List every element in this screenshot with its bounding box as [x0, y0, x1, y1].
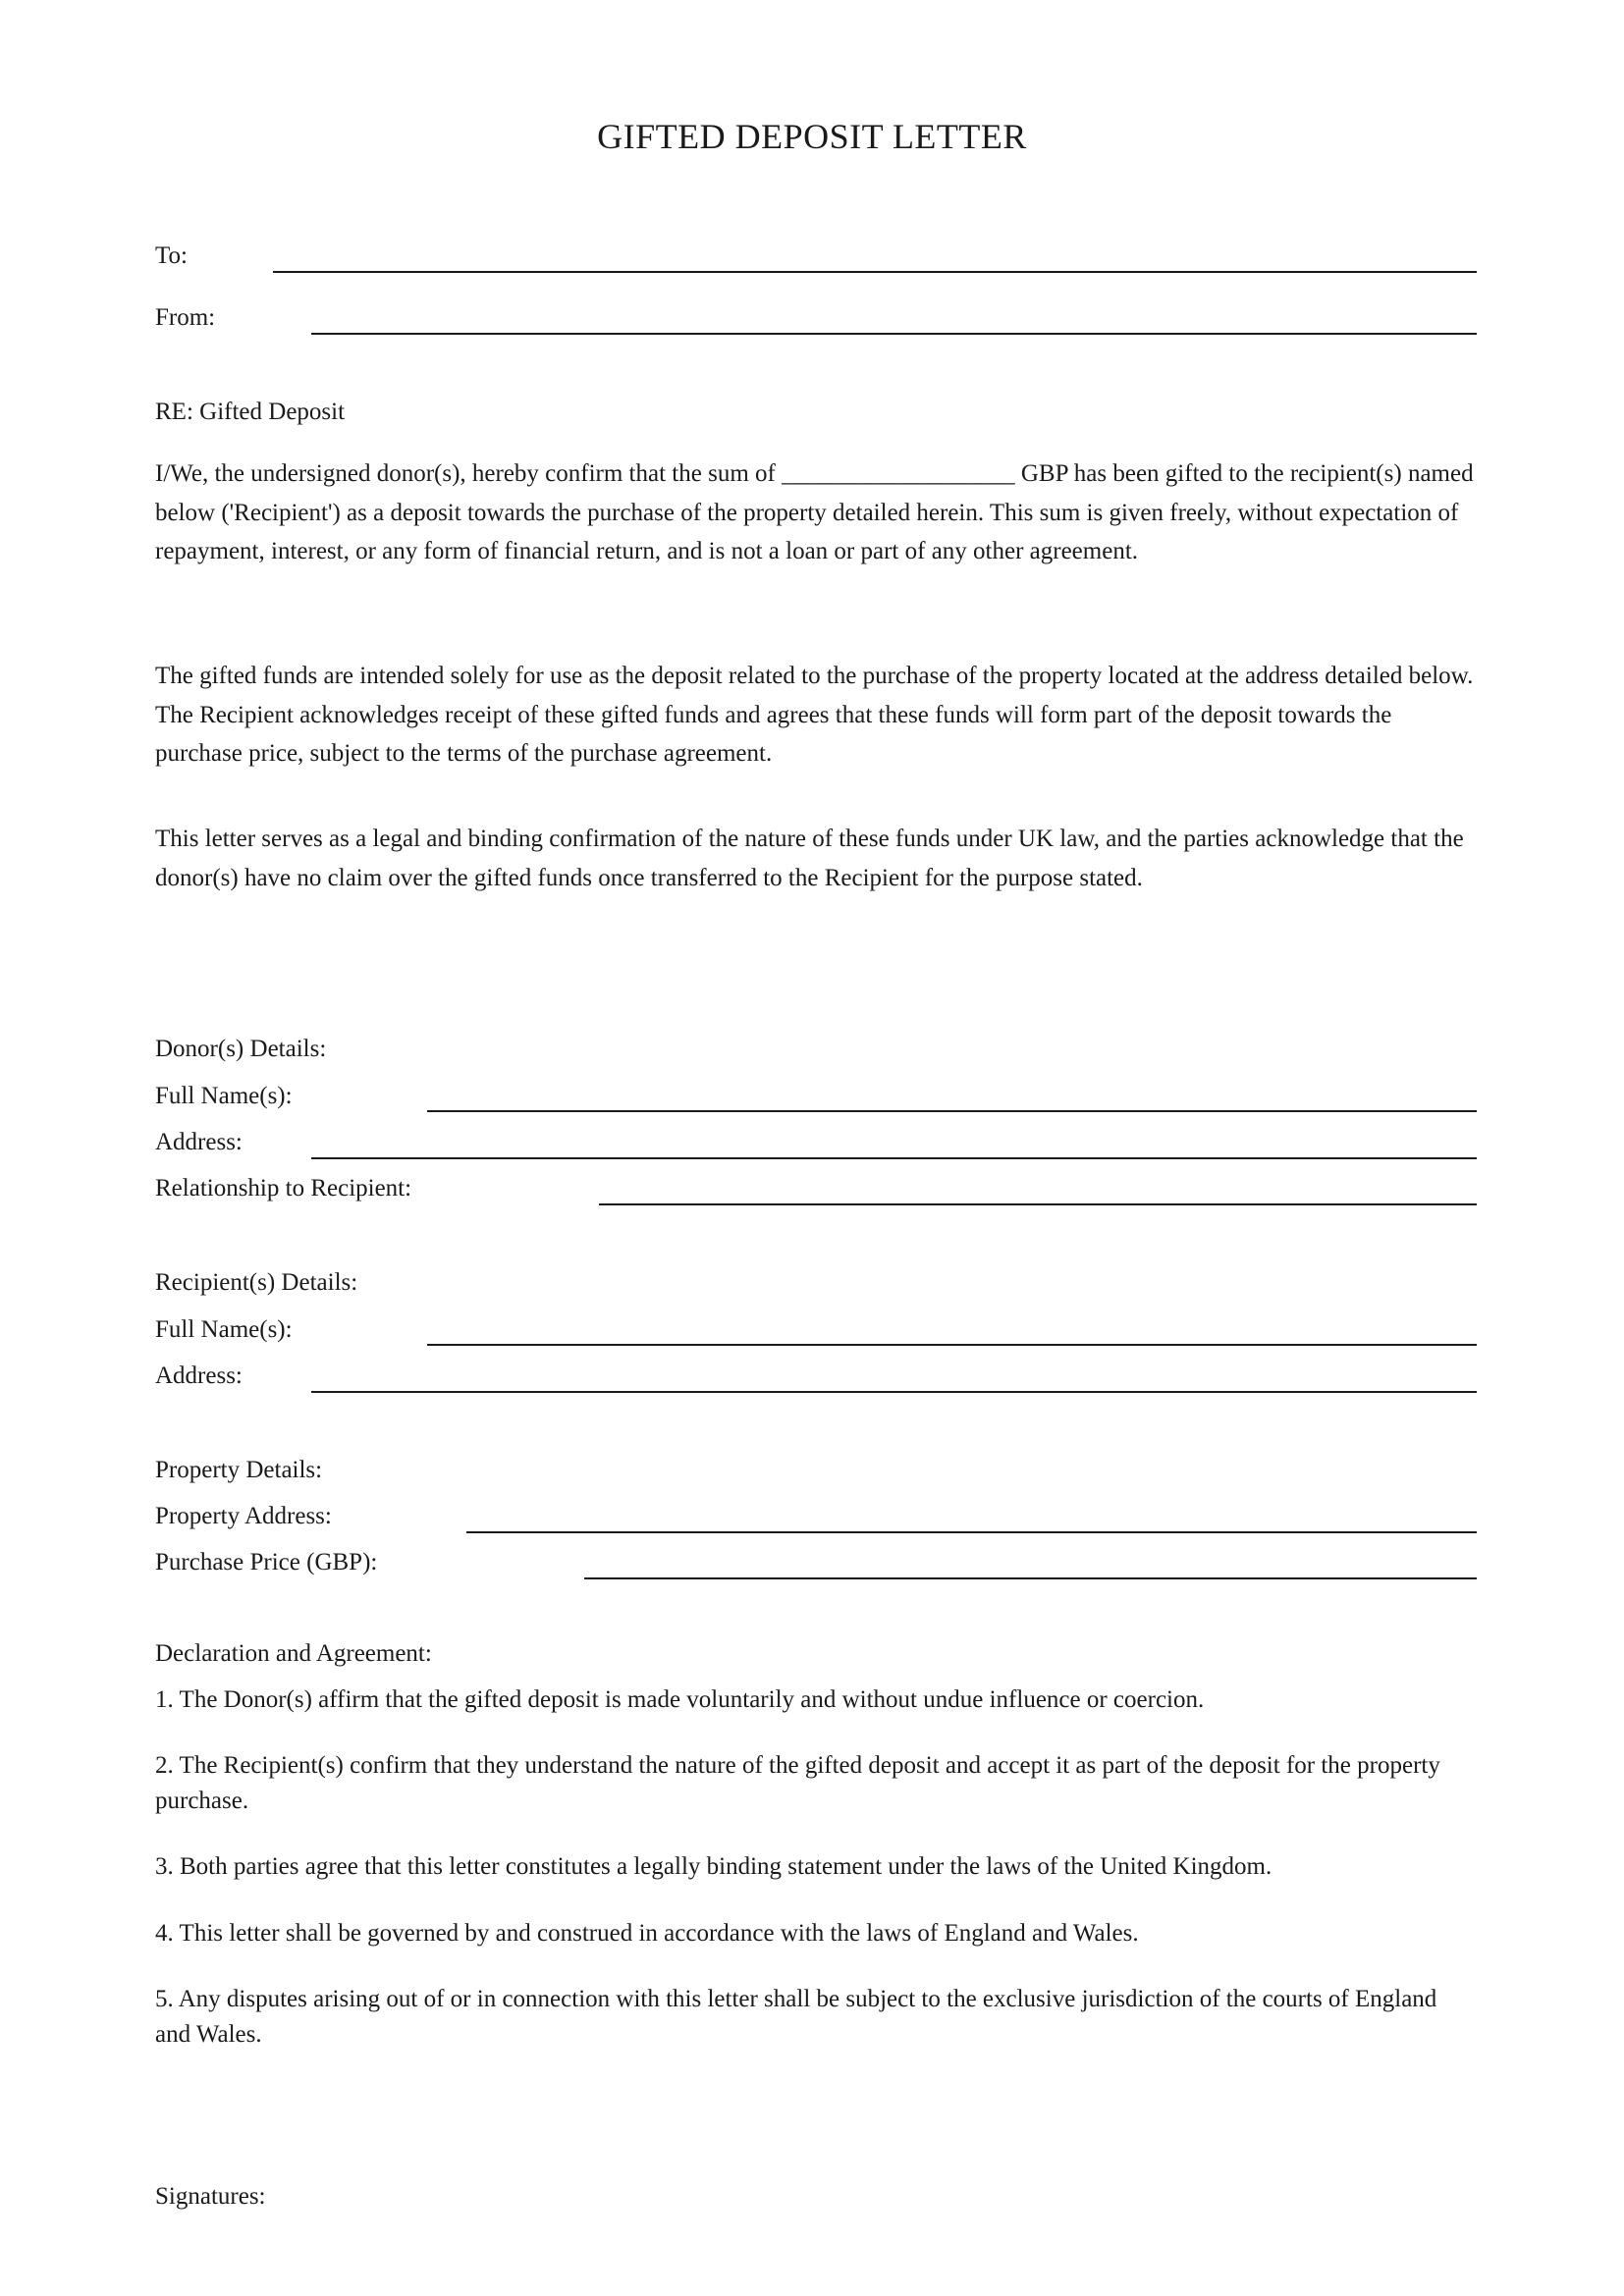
- recipient-address-label: Address:: [155, 1362, 243, 1389]
- paragraph-intended-use: The gifted funds are intended solely for use as the deposit related to the purchase of the property located at the address detailed below. The Recipient acknowledges receipt of these gifted funds and agrees that these funds will form part of the deposit towards the purchase price, subject to the terms of the purchase agreement.: [155, 663, 1474, 767]
- donor-address-label: Address:: [155, 1129, 243, 1155]
- paragraph-legal-confirmation: This letter serves as a legal and binding confirmation of the nature of these funds under UK law, and the parties acknowledge that the donor(s) have no claim over the gifted funds once transferred to the Recipient for the purpose stated.: [155, 826, 1464, 891]
- paragraph-gift-confirmation: I/We, the undersigned donor(s), hereby confirm that the sum of ___________________ GBP has been gifted to the recipient(s) named below ('Recipient') as a deposit towards the purchase of the property detailed herein. This sum is given freely, without expectation of repayment, interest, or any form of financial return, and is not a loan or part of any other agreement.: [155, 460, 1474, 564]
- property-details-heading: Property Details:: [155, 1457, 323, 1483]
- declaration-item-2: 2. The Recipient(s) confirm that they understand the nature of the gifted deposit and accept it as part of the deposit for the property purchase.: [155, 1752, 1440, 1814]
- document-title: GIFTED DEPOSIT LETTER: [597, 117, 1027, 156]
- purchase-price-label: Purchase Price (GBP):: [155, 1549, 378, 1575]
- declaration-item-4: 4. This letter shall be governed by and construed in accordance with the laws of England and Wales.: [155, 1920, 1139, 1947]
- declaration-heading: Declaration and Agreement:: [155, 1640, 432, 1667]
- from-field-line[interactable]: [311, 333, 1477, 335]
- declaration-item-3: 3. Both parties agree that this letter constitutes a legally binding statement under the laws of the United Kingdom.: [155, 1853, 1272, 1880]
- property-address-line[interactable]: [466, 1531, 1477, 1533]
- re-line: RE: Gifted Deposit: [155, 399, 346, 425]
- donor-relationship-line[interactable]: [599, 1203, 1477, 1205]
- signatures-label: Signatures:: [155, 2183, 266, 2210]
- declaration-item-1: 1. The Donor(s) affirm that the gifted deposit is made voluntarily and without undue influence or coercion.: [155, 1686, 1205, 1713]
- donor-full-name-label: Full Name(s):: [155, 1083, 293, 1109]
- recipient-address-line[interactable]: [311, 1391, 1477, 1393]
- donor-full-name-line[interactable]: [427, 1110, 1477, 1112]
- donor-details-heading: Donor(s) Details:: [155, 1036, 327, 1062]
- to-field-line[interactable]: [273, 271, 1477, 273]
- from-label: From:: [155, 304, 216, 331]
- to-label: To:: [155, 242, 188, 269]
- recipient-full-name-label: Full Name(s):: [155, 1316, 293, 1343]
- donor-address-line[interactable]: [311, 1157, 1477, 1159]
- property-address-label: Property Address:: [155, 1503, 332, 1529]
- donor-relationship-label: Relationship to Recipient:: [155, 1175, 412, 1201]
- recipient-details-heading: Recipient(s) Details:: [155, 1269, 358, 1296]
- declaration-item-5: 5. Any disputes arising out of or in connection with this letter shall be subject to the exclusive jurisdiction of the courts of England and Wales.: [155, 1986, 1437, 2048]
- recipient-full-name-line[interactable]: [427, 1344, 1477, 1346]
- purchase-price-line[interactable]: [584, 1577, 1477, 1579]
